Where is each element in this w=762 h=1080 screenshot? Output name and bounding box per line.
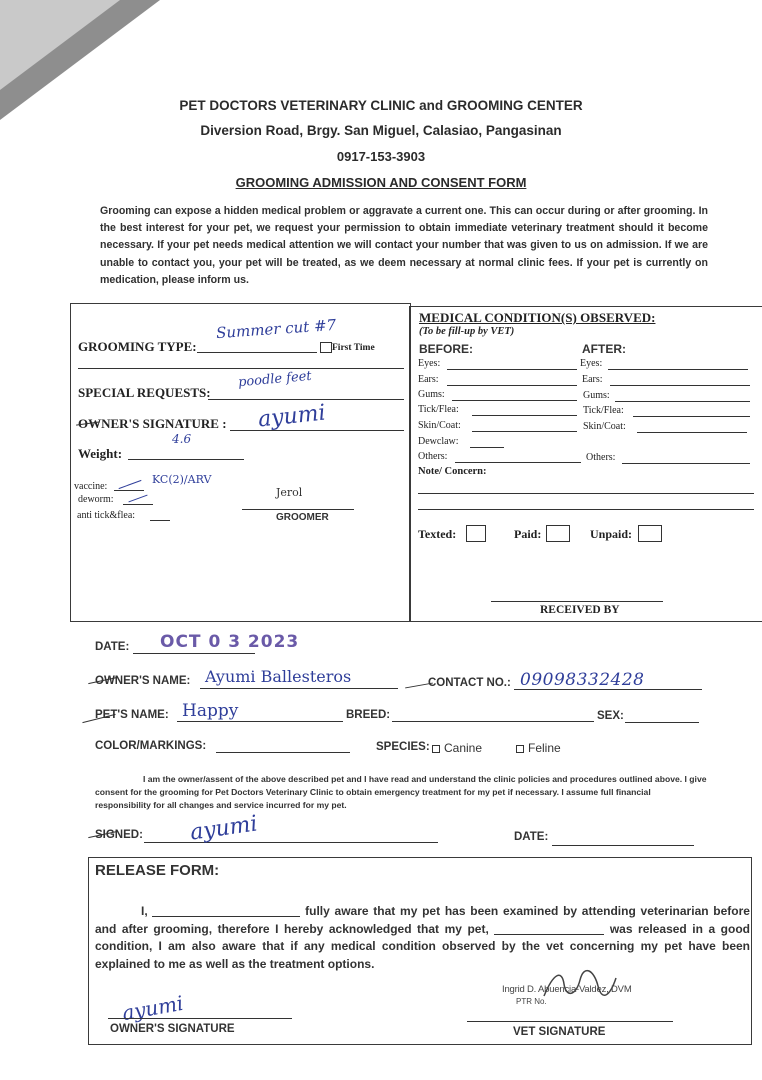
feline-label: Feline [528,741,561,755]
canine-checkbox[interactable] [432,745,440,753]
before-gums-line[interactable] [452,400,577,401]
clinic-address: Diversion Road, Brgy. San Miguel, Calasiao, Pangasinan [200,123,562,138]
grooming-type-line-2 [78,368,404,369]
vaccine-label: vaccine: [74,481,108,492]
after-gums-line[interactable] [615,401,750,402]
release-owner-line [108,1018,292,1019]
species-label: SPECIES: [376,741,430,753]
after-tick-label: Tick/Flea: [583,405,624,416]
unpaid-checkbox[interactable] [638,525,662,542]
groomer-value[interactable]: Jerol [276,486,303,499]
medical-subtitle: (To be fill-up by VET) [419,326,515,337]
first-time-checkbox[interactable] [320,342,332,353]
before-dewclaw-label: Dewclaw: [418,436,459,447]
after-tick-line[interactable] [633,416,750,417]
weight-value[interactable]: 4.6 [172,432,192,446]
weight-line [128,459,244,460]
signed-signature[interactable]: ayumi [188,811,260,846]
vet-signature-scribble [540,966,620,1006]
before-ears-line[interactable] [447,385,577,386]
release-owner-signature[interactable]: ayumi [120,990,186,1026]
note-line-2[interactable] [418,509,754,510]
date-line [133,653,255,654]
groomer-label: GROOMER [276,512,329,523]
before-ears-label: Ears: [418,374,439,385]
before-others-line[interactable] [455,462,581,463]
vaccine-line [114,490,144,491]
after-others-line[interactable] [622,463,750,464]
breed-line[interactable] [392,721,594,722]
contact-label: CONTACT NO.: [428,677,511,689]
texted-label: Texted: [418,527,457,541]
deworm-label: deworm: [78,494,114,505]
date-label: DATE: [95,641,130,653]
pet-name-line [177,721,343,722]
after-label: AFTER: [582,342,626,356]
before-others-label: Others: [418,451,448,462]
anti-tick-label: anti tick&flea: [77,510,136,521]
before-skin-line[interactable] [472,431,577,432]
note-label: Note/ Concern: [418,466,487,477]
sex-line[interactable] [625,722,699,723]
canine-label: Canine [444,741,483,755]
owner-signature-label: OWNER'S SIGNATURE : [78,416,227,431]
before-label: BEFORE: [419,342,473,356]
clinic-name: PET DOCTORS VETERINARY CLINIC and GROOMING CENTER [179,98,583,113]
paid-label: Paid: [514,527,542,541]
release-text-main: fully aware that my pet has been examined by attending veterinarian before and after grooming, therefore I hereby acknowledged that my pet, [95,904,750,936]
intro-paragraph: Grooming can expose a hidden medical problem or aggravate a current one. This can occur during or after grooming. In the best interest for your pet, we request your permission to obtain immediate veterinary treatment should it become necessary. If your pet needs medical attention we will contact your number that was given to us on admission. If we are unable to contact you, your pet will be treated, as we deem necessary at normal clinic fees. If your pet is currently on medication, please inform us. [100,205,708,286]
special-requests-label: SPECIAL REQUESTS: [78,385,211,400]
release-owner-blank[interactable] [152,916,300,917]
color-label: COLOR/MARKINGS: [95,740,207,752]
grooming-type-value[interactable]: Summer cut #7 [215,315,337,343]
owner-name-line [200,688,398,689]
consent-paragraph: I am the owner/assent of the above described pet and I have read and understand the clinic policies and procedures outlined above. I give consent for the grooming for Pet Doctors Veterinary Clinic to obtain emergency treatment for my pet if necessary. I assume full financial responsibility for all changes and service incurred for my pet. [95,774,707,810]
after-ears-line[interactable] [610,385,750,386]
after-eyes-line[interactable] [608,369,748,370]
release-pet-blank[interactable] [494,934,604,935]
release-title: RELEASE FORM: [95,862,220,879]
vet-ptr: PTR No. [516,997,547,1006]
weight-label: Weight: [78,446,123,461]
groomer-line [242,509,354,510]
vet-signature-line [467,1021,673,1022]
signed-date-line[interactable] [552,845,694,846]
after-others-label: Others: [586,452,616,463]
deworm-line [123,504,153,505]
owner-signature-value[interactable]: ayumi [256,400,327,433]
before-tick-line[interactable] [472,415,577,416]
grooming-type-label: GROOMING TYPE: [78,339,197,354]
owner-signature-line [230,430,404,431]
date-stamp[interactable]: OCT 0 3 2023 [160,632,300,652]
release-text-end: was released in a good condition, I am also aware that if any medical condition observed by the vet concerning my pet have been explained to me as well as the treatment options. [95,921,750,971]
release-owner-label: OWNER'S SIGNATURE [110,1023,235,1035]
before-gums-label: Gums: [418,389,445,400]
before-skin-label: Skin/Coat: [418,420,461,431]
clinic-phone: 0917-153-3903 [336,149,426,164]
vaccine-value[interactable]: KC(2)/ARV [152,473,212,486]
pet-name-value[interactable]: Happy [182,701,239,721]
anti-tick-line [150,520,170,521]
before-tick-label: Tick/Flea: [418,404,459,415]
paid-checkbox[interactable] [546,525,570,542]
signed-label: SIGNED: [95,829,143,841]
after-ears-label: Ears: [582,374,603,385]
before-eyes-line[interactable] [447,369,577,370]
grooming-type-line [197,352,317,353]
unpaid-label: Unpaid: [590,527,633,541]
owner-name-value[interactable]: Ayumi Ballesteros [205,667,352,686]
before-dewclaw-line[interactable] [470,447,504,448]
received-by-line[interactable] [491,601,663,602]
special-requests-line [208,399,404,400]
signed-date-label: DATE: [514,831,549,843]
release-paragraph [95,903,750,973]
after-eyes-label: Eyes: [580,358,603,369]
after-gums-label: Gums: [583,390,610,401]
special-requests-value[interactable]: poodle feet [237,368,313,391]
first-time-label: First Time [332,343,375,353]
release-text-i: I, [141,904,148,918]
breed-label: BREED: [346,709,391,721]
feline-checkbox[interactable] [516,745,524,753]
received-by-label: RECEIVED BY [540,604,620,616]
owner-name-label: OWNER'S NAME: [95,675,191,687]
texted-checkbox[interactable] [466,525,486,542]
pet-name-label: PET'S NAME: [95,709,169,721]
after-skin-label: Skin/Coat: [583,421,626,432]
page-fold [0,0,120,90]
medical-title: MEDICAL CONDITION(S) OBSERVED: [419,310,656,325]
signed-line [144,842,438,843]
contact-value[interactable]: 09098332428 [520,670,645,690]
vet-name: Ingrid D. Abuencia-Valdez, DVM [502,984,632,995]
vet-signature-label: VET SIGNATURE [513,1026,606,1038]
before-eyes-label: Eyes: [418,358,441,369]
after-skin-line[interactable] [637,432,747,433]
sex-label: SEX: [597,710,624,722]
form-title: GROOMING ADMISSION AND CONSENT FORM [235,175,527,190]
note-line-1[interactable] [418,493,754,494]
color-line[interactable] [216,752,350,753]
